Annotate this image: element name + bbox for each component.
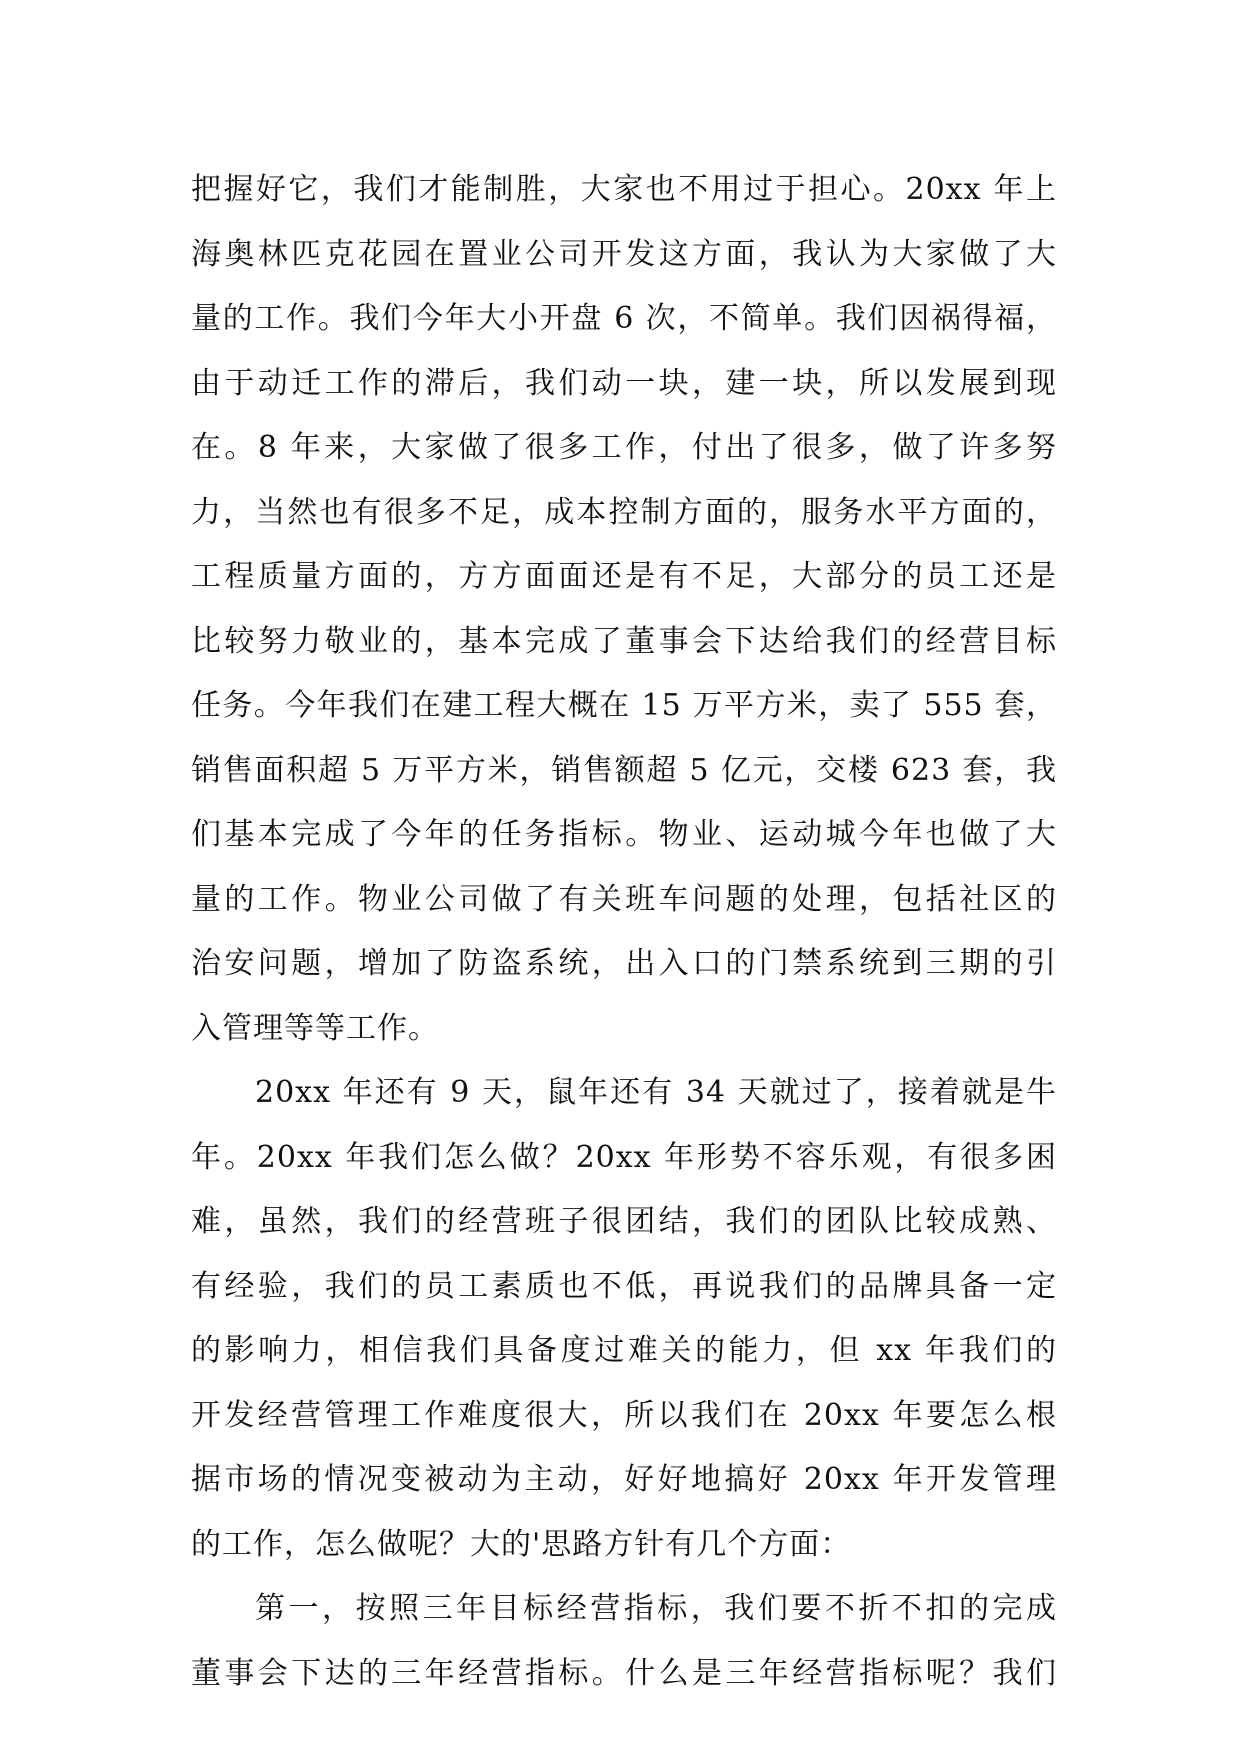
text-line: 第一，按照三年目标经营指标，我们要不折不扣的完成 bbox=[255, 1591, 1057, 1626]
text-line: 开发经营管理工作难度很大，所以我们在 20xx 年要怎么根 bbox=[191, 1397, 1057, 1433]
text-line: 入管理等等工作。 bbox=[191, 1010, 439, 1046]
paragraph-3 bbox=[191, 1577, 1057, 1706]
text-line: 治安问题，增加了防盗系统，出入口的门禁系统到三期的引 bbox=[191, 946, 1057, 981]
text-line: 销售面积超 5 万平方米，销售额超 5 亿元，交楼 623 套，我 bbox=[191, 752, 1057, 788]
text-line: 的影响力，相信我们具备度过难关的能力，但 xx 年我们的 bbox=[191, 1333, 1057, 1368]
text-line: 20xx 年还有 9 天，鼠年还有 34 天就过了，接着就是牛 bbox=[255, 1075, 1057, 1110]
text-line: 比较努力敬业的，基本完成了董事会下达给我们的经营目标 bbox=[191, 623, 1057, 659]
text-line: 难，虽然，我们的经营班子很团结，我们的团队比较成熟、 bbox=[191, 1204, 1057, 1239]
text-line: 任务。今年我们在建工程大概在 15 万平方米，卖了 555 套， bbox=[191, 688, 1057, 723]
paragraph-2 bbox=[191, 1061, 1057, 1577]
text-line: 年。20xx 年我们怎么做？20xx 年形势不容乐观，有很多困 bbox=[191, 1139, 1057, 1175]
text-line: 力，当然也有很多不足，成本控制方面的，服务水平方面的， bbox=[191, 494, 1057, 530]
text-line: 把握好它，我们才能制胜，大家也不用过于担心。20xx 年上 bbox=[191, 172, 1057, 207]
text-line: 有经验，我们的员工素质也不低，再说我们的品牌具备一定 bbox=[191, 1268, 1057, 1304]
text-line: 董事会下达的三年经营指标。什么是三年经营指标呢？我们 bbox=[191, 1655, 1057, 1691]
text-line: 量的工作。我们今年大小开盘 6 次，不简单。我们因祸得福， bbox=[191, 301, 1057, 336]
body-text bbox=[191, 158, 1057, 1706]
text-line: 工程质量方面的，方方面面还是有不足，大部分的员工还是 bbox=[191, 559, 1057, 594]
text-line: 据市场的情况变被动为主动，好好地搞好 20xx 年开发管理 bbox=[191, 1462, 1057, 1497]
text-line: 们基本完成了今年的任务指标。物业、运动城今年也做了大 bbox=[191, 817, 1057, 852]
text-line: 由于动迁工作的滞后，我们动一块，建一块，所以发展到现 bbox=[191, 365, 1057, 401]
text-line: 海奥林匹克花园在置业公司开发这方面，我认为大家做了大 bbox=[191, 236, 1057, 272]
text-line: 在。8 年来，大家做了很多工作，付出了很多，做了许多努 bbox=[191, 430, 1057, 465]
text-line: 的工作，怎么做呢？大的'思路方针有几个方面： bbox=[191, 1526, 852, 1562]
paragraph-1 bbox=[191, 158, 1057, 1061]
text-line: 量的工作。物业公司做了有关班车问题的处理，包括社区的 bbox=[191, 881, 1057, 917]
